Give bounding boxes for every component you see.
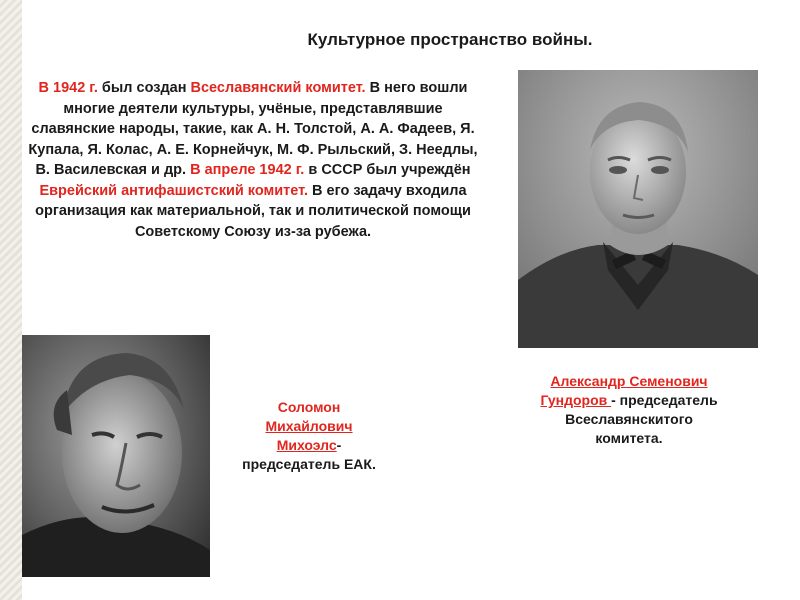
text-year-1942: В 1942 г. xyxy=(38,80,98,96)
caption-mikhoels-name-3[interactable]: Михоэлс xyxy=(276,437,337,453)
caption-mikhoels-name-1: Соломон xyxy=(277,399,341,415)
text-april-1942: В апреле 1942 г. xyxy=(190,162,305,178)
slide-title: Культурное пространство войны. xyxy=(307,30,593,49)
text-segment: в СССР был учреждён xyxy=(304,162,471,178)
caption-mikhoels-role: председатель ЕАК. xyxy=(242,456,376,472)
text-segment: В него вошли многие деятели культуры, учёные, представлявшие славянские народы, такие, как А. Н. Толстой, А. А. Фадеев, Я. Купала, Я. Колас, А. Е. Корнейчук, М. Ф. Рыльский, З. Неедлы, В. Василевская и др. xyxy=(28,80,478,178)
caption-gundorov-role-3: комитета. xyxy=(595,430,663,446)
caption-mikhoels xyxy=(218,398,400,474)
caption-gundorov-name-1[interactable]: Александр Семенович xyxy=(550,373,708,389)
body-paragraph xyxy=(28,78,478,242)
caption-gundorov-role-2: Всеславянскитого xyxy=(565,411,693,427)
caption-mikhoels-dash: - xyxy=(336,437,342,453)
text-vseslav-committee: Всеславянский комитет. xyxy=(190,80,366,96)
decorative-left-band xyxy=(0,0,22,600)
portrait-gundorov xyxy=(518,70,758,348)
text-jewish-committee: Еврейский антифашистский комитет. xyxy=(39,182,309,199)
caption-mikhoels-name-2[interactable]: Михайлович xyxy=(265,418,353,434)
portrait-mikhoels xyxy=(22,335,210,577)
caption-gundorov xyxy=(498,372,760,448)
caption-gundorov-name-2[interactable]: Гундоров xyxy=(540,392,612,408)
text-segment: В его задачу входила организация как материальной, так и политической помощи Советскому Союзу из-за рубежа. xyxy=(35,182,471,240)
text-segment: был создан xyxy=(97,80,191,96)
caption-gundorov-role-1: - председатель xyxy=(611,392,718,408)
